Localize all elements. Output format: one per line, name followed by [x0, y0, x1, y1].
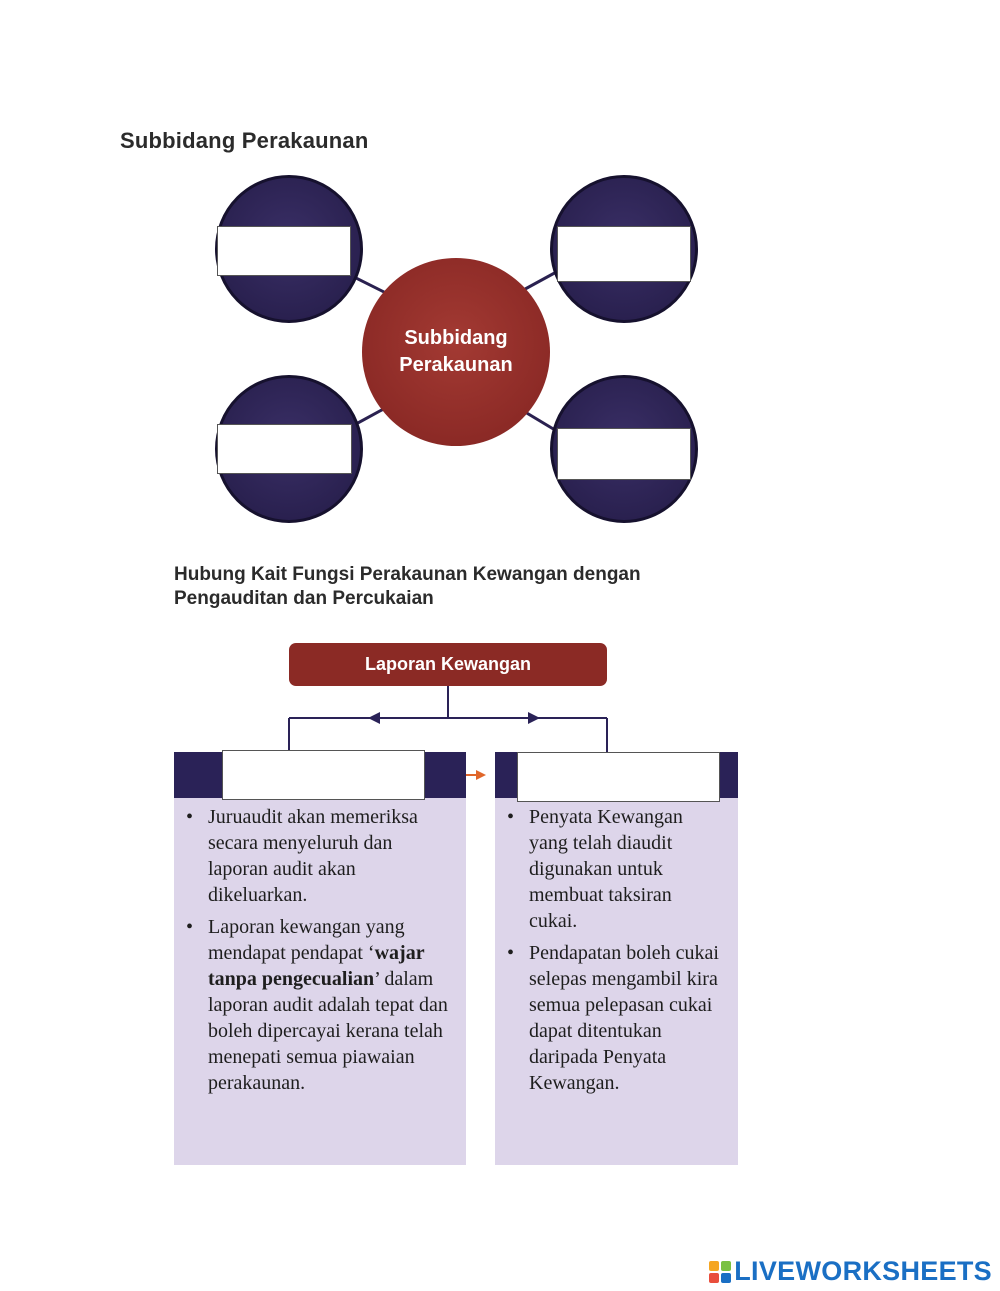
bullet-text-after: ’ dalam laporan audit adalah tepat dan boleh dipercayai kerana telah menepati semua piawaian perakaunan.: [208, 968, 448, 1094]
liveworksheets-logo-icon: [709, 1261, 731, 1283]
center-label-line2: Perakaunan: [399, 354, 513, 376]
laporan-kewangan-label: Laporan Kewangan: [364, 654, 532, 674]
right-panel: [495, 798, 738, 1165]
answer-box-right-header[interactable]: [517, 752, 720, 802]
list-item: • Pendapatan boleh cukai selepas mengambil kira semua pelepasan cukai dapat ditentukan daripada Penyata Kewangan.: [503, 940, 723, 1096]
bullet-text-before: Laporan kewangan yang mendapat pendapat ‘: [208, 916, 405, 964]
liveworksheets-logo: [709, 1256, 992, 1287]
list-item: • Penyata Kewangan yang telah diaudit digunakan untuk membuat taksiran cukai.: [503, 804, 723, 934]
answer-box-left-header[interactable]: [222, 750, 425, 800]
section2-title-line2: Pengauditan dan Percukaian: [174, 588, 434, 609]
center-label-line1: Subbidang: [404, 327, 508, 349]
section2-title-line1: Hubung Kait Fungsi Perakaunan Kewangan dengan: [174, 564, 641, 585]
orange-arrow-head-icon: [476, 770, 486, 780]
section-title-subbidang: Subbidang Perakaunan: [120, 128, 369, 153]
bullet-text-bold: wajar tanpa pengecualian: [208, 942, 425, 990]
arrowhead-right-icon: [528, 712, 540, 724]
list-item: [182, 914, 454, 1096]
arrowhead-left-icon: [368, 712, 380, 724]
left-panel-bullets: [182, 804, 454, 1102]
left-panel: [174, 798, 466, 1165]
logo-text: LIVEWORKSHEETS: [734, 1256, 992, 1286]
right-panel-bullets: [503, 804, 723, 1102]
list-item: • Juruaudit akan memeriksa secara menyeluruh dan laporan audit akan dikeluarkan.: [182, 804, 454, 908]
